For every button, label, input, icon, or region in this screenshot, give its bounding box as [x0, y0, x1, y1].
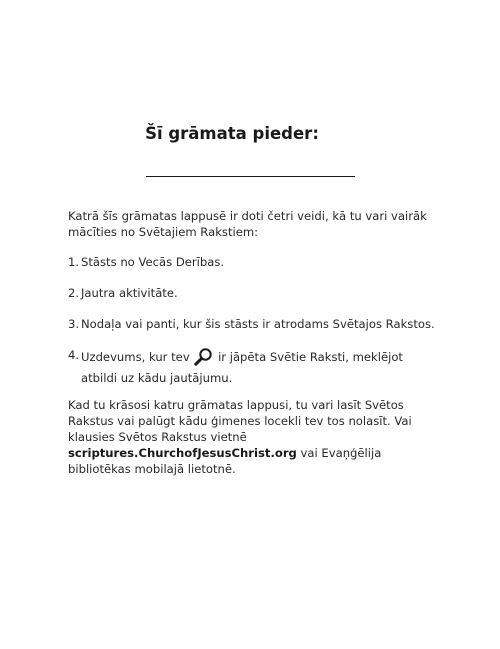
magnifying-glass-icon	[194, 347, 213, 370]
list-item-number: 4.	[68, 348, 80, 362]
list-item-text: Jautra aktivitāte.	[81, 286, 178, 300]
closing-paragraph	[68, 397, 440, 477]
closing-text-after: vai Evaņģēlija bibliotēkas mobilajā lietotnē.	[68, 446, 382, 476]
list-item-text-before-icon: Uzdevums, kur tev	[81, 350, 190, 364]
intro-paragraph: Katrā šīs grāmatas lappusē ir doti četri veidi, kā tu vari vairāk mācīties no Svētajiem Rakstiem:	[68, 209, 427, 239]
closing-text-before: Kad tu krāsosi katru grāmatas lappusi, tu vari lasīt Svētos Rakstus vai palūgt kādu ģimenes locekli tev tos nolasīt. Vai klausies Svētos Rakstus vietnē	[68, 398, 412, 444]
list-item	[68, 285, 438, 301]
list-item-text: Nodaļa vai panti, kur šis stāsts ir atrodams Svētajos Rakstos.	[81, 317, 435, 331]
page-title: Šī grāmata pieder:	[145, 124, 319, 143]
scriptures-website-link[interactable]: scriptures.ChurchofJesusChrist.org	[68, 446, 297, 460]
list-item	[68, 254, 438, 270]
list-item-number: 1.	[68, 255, 80, 269]
ways-list	[68, 254, 438, 401]
list-item	[68, 347, 438, 386]
list-item-number: 2.	[68, 286, 80, 300]
list-item-number: 3.	[68, 317, 80, 331]
owner-name-line	[146, 176, 355, 177]
list-item	[68, 316, 438, 332]
list-item-text-after-icon: ir jāpēta Svētie Raksti, meklējot atbildi uz kādu jautājumu.	[81, 350, 403, 385]
list-item-text: Stāsts no Vecās Derības.	[81, 255, 225, 269]
